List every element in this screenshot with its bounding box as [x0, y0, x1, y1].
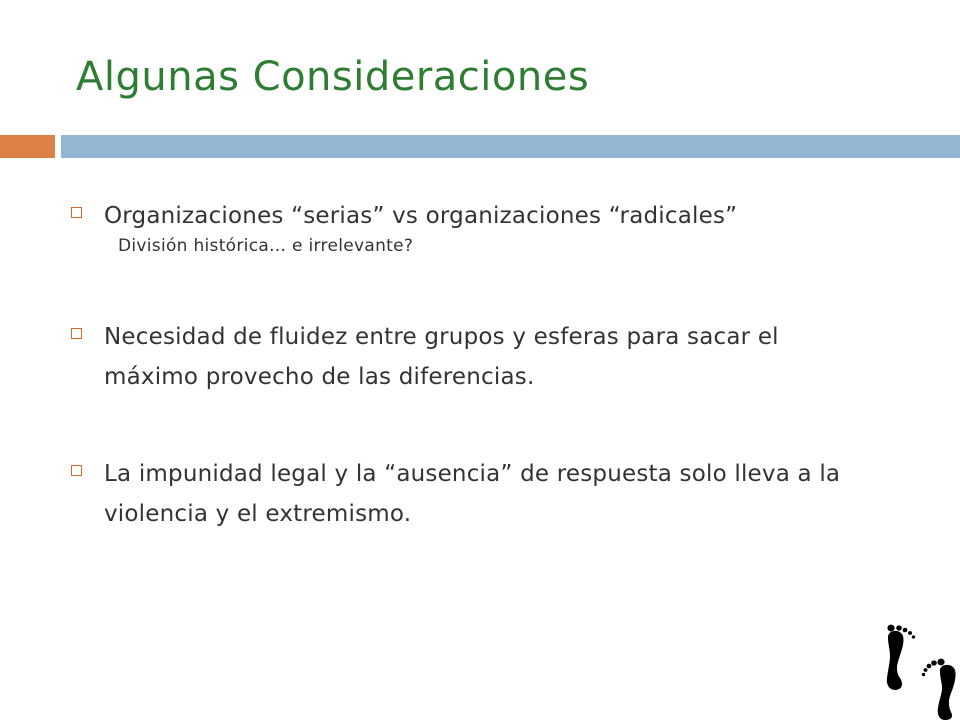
bullet-item — [70, 317, 870, 397]
bullet-subtext: División histórica… e irrelevante? — [118, 236, 414, 256]
slide-title: Algunas Consideraciones — [76, 54, 590, 100]
title-rule-blue — [61, 135, 960, 158]
square-bullet-icon — [71, 328, 82, 339]
square-bullet-icon — [71, 207, 82, 218]
square-bullet-icon — [71, 465, 82, 476]
bullet-text: Organizaciones “serias” vs organizaciones “radicales” — [104, 203, 738, 229]
bullet-item — [70, 454, 870, 534]
bullet-list — [70, 196, 870, 534]
bullet-text: La impunidad legal y la “ausencia” de respuesta solo lleva a la violencia y el extremismo. — [104, 461, 841, 527]
bullet-text: Necesidad de fluidez entre grupos y esferas para sacar el máximo provecho de las diferencias. — [104, 324, 779, 390]
bullet-item — [70, 196, 870, 260]
footprints-icon — [878, 624, 960, 720]
title-rule-orange — [0, 135, 55, 158]
